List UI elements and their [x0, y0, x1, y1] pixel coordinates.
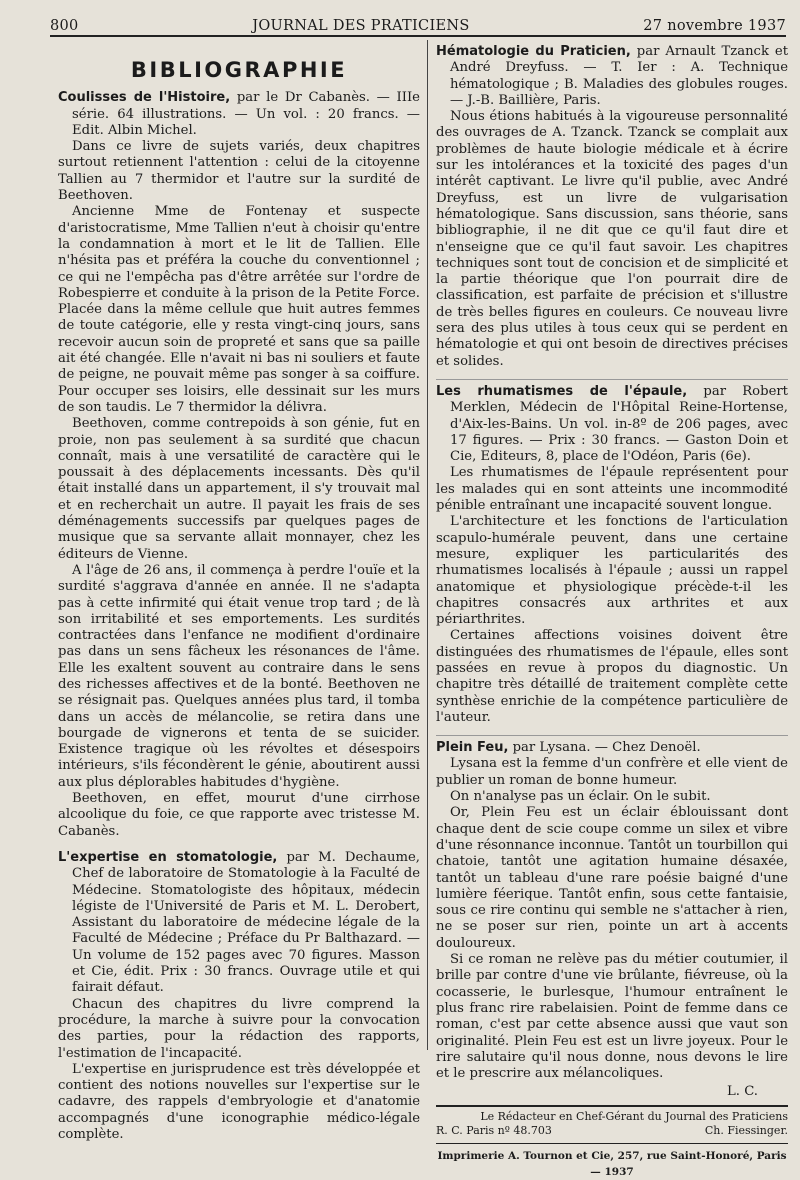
entry-title: L'expertise en stomatologie,: [58, 849, 278, 865]
journal-title: JOURNAL DES PRATICIENS: [252, 18, 470, 34]
page-number: 800: [50, 18, 79, 34]
entry-details: par Robert Merklen, Médecin de l'Hôpital Reine-Hortense, d'Aix-les-Bains. Un vol. in-8º de 206 pages, avec 17 figures. — Prix : 30 francs. — Gaston Doin et Cie, Editeurs, 8, place de l'Odéon, Paris (6e).: [450, 383, 788, 465]
paragraph: On n'analyse pas un éclair. On le subit.: [450, 789, 711, 805]
column-divider: [427, 40, 428, 1050]
left-column: [58, 44, 420, 1143]
editor-credit: Le Rédacteur en Chef-Gérant du Journal des Praticiens: [480, 1109, 788, 1123]
paragraph: A l'âge de 26 ans, il commença à perdre l'ouïe et la surdité s'aggrava d'année en année. Il ne s'adapta pas à cette infirmité qui était venue trop tard ; de là son irritabilité et ses emportements. Les surdités contractées dans l'enfance ne modifient d'ordinaire pas dans un sens fâcheux les résonances de l'âme. Elle les exaltent souvent au contraire dans le sens des richesses affectives et de la bonté. Beethoven ne se résignait pas. Quelques années plus tard, il tomba dans un accès de mélancolie, se retira dans une bourgade de vignerons et tenta de se suicider. Existence tragique où les révoltes et désespoirs intérieurs, s'ils fécondèrent le génie, aboutirent aussi aux plus déplorables habitudes d'hygiène.: [58, 562, 420, 790]
paragraph: Chacun des chapitres du livre comprend la procédure, la marche à suivre pour la convocation des parties, pour la rédaction des rapports, l'estimation de l'incapacité.: [58, 996, 420, 1061]
paragraph: Les rhumatismes de l'épaule représentent pour les malades qui en sont atteints une incommodité pénible entraînant une incapacité souvent longue.: [436, 465, 788, 514]
paragraph: Ancienne Mme de Fontenay et suspecte d'aristocratisme, Mme Tallien n'eut à choisir qu'entre la condamnation à mort et le lit de Tallien. Elle n'hésita pas et préféra la couche du conventionnel ; ce qui ne l'empêcha pas d'être arrêtée sur l'ordre de Robespierre et conduite à la prison de la Petite Force. Placée dans la même cellule que huit autres femmes de toute catégorie, elle y resta vingt-cinq jours, sans recevoir aucun soin de propreté et sans que sa paille ait été changée. Elle n'avait ni bas ni souliers et faute de peigne, ne pouvait même pas songer à sa coiffure. Pour occuper ses loisirs, elle dessinait sur les murs de son taudis. Le 7 thermidor la délivra.: [58, 204, 420, 415]
entry-title: Hématologie du Praticien,: [436, 44, 631, 59]
review-entry-stomatologie: [58, 850, 420, 997]
entry-details: par Lysana. — Chez Denoël.: [512, 740, 701, 756]
footer-rule: [436, 1105, 788, 1107]
paragraph: Certaines affections voisines doivent être distinguées des rhumatismes de l'épaule, elles sont passées en revue à propos du diagnostic. Un chapitre très détaillé de traitement complète cette synthèse enrichie de la compétence particulière de l'auteur.: [436, 628, 788, 725]
entry-title: Les rhumatismes de l'épaule,: [436, 383, 688, 399]
section-title: BIBLIOGRAPHIE: [130, 58, 348, 82]
entry-details: par M. Dechaume, Chef de laboratoire de Stomatologie à la Faculté de Médecine. Stomatologiste des hôpitaux, médecin légiste de l'Université de Paris et M. L. Derobert, Assistant du laboratoire de médecine légale de la Faculté de Médecine ; Préface du Pr Balthazard. — Un volume de 152 pages avec 70 figures. Masson et Cie, édit. Prix : 30 francs. Ouvrage utile et qui fairait défaut.: [72, 849, 420, 996]
entry-title: Plein Feu,: [436, 740, 509, 756]
review-signature: L. C.: [727, 1084, 758, 1100]
entry-title: Coulisses de l'Histoire,: [58, 90, 231, 106]
review-entry-coulisses: [58, 90, 420, 139]
paragraph: Beethoven, comme contrepoids à son génie, fut en proie, non pas seulement à sa surdité que chacun connaît, mais à une versatilité de caractère qui le poussait à des déplacements incessants. Dès qu'il était installé dans un appartement, il s'y trouvait mal et en recherchait un autre. Il payait les frais de ses déménagements successifs par quelques pages de musique que sa servante allait monnayer, chez les éditeurs de Vienne.: [58, 416, 420, 562]
paragraph: Dans ce livre de sujets variés, deux chapitres surtout retiennent l'attention : celui de la citoyenne Tallien au 7 thermidor et l'autre sur la surdité de Beethoven.: [58, 139, 420, 204]
entry-separator: [436, 735, 788, 736]
review-entry-hematologie: [436, 44, 788, 109]
registration-number: R. C. Paris nº 48.703: [436, 1123, 552, 1137]
entry-separator: [436, 379, 788, 380]
paragraph: Beethoven, en effet, mourut d'une cirrhose alcoolique du foie, ce que rapporte avec tristesse M. Cabanès.: [58, 791, 420, 839]
editor-row: [436, 1124, 788, 1138]
printer-rule: [436, 1143, 788, 1144]
issue-date: 27 novembre 1937: [643, 18, 786, 34]
entry-details: par le Dr Cabanès. — IIIe série. 64 illustrations. — Un vol. : 20 francs. — Edit. Albin Michel.: [72, 90, 420, 138]
paragraph: L'architecture et les fonctions de l'articulation scapulo-humérale peuvent, dans une certaine mesure, expliquer les particularités des rhumatismes localisés à l'épaule ; aussi un rappel anatomique et physiologique précède-t-il les chapitres consacrés aux arthrites et aux périarthrites.: [436, 514, 788, 628]
page-header: [50, 12, 786, 34]
editor-name: Ch. Fiessinger.: [704, 1123, 788, 1137]
review-entry-rhumatismes: [436, 384, 788, 465]
entry-details: par Arnault Tzanck et André Dreyfuss. — T. Ier : A. Technique hématologique ; B. Maladies des globules rouges. — J.-B. Baillière, Paris.: [450, 44, 788, 108]
right-column: [436, 44, 788, 1180]
paragraph: Nous étions habitués à la vigoureuse personnalité des ouvrages de A. Tzanck. Tzanck se complait aux problèmes de haute biologie médicale et à écrire sur les intolérances et la toxicité des pages d'un intérêt captivant. Le livre qu'il publie, avec André Dreyfuss, est un livre de vulgarisation hématologique. Sans discussion, sans théorie, sans bibliographie, il ne dit que ce qu'il faut dire et n'enseigne que ce qu'il faut savoir. Les chapitres techniques sont tout de concision et de simplicité et la partie théorique que l'on pourrait dire de classification, est parfaite de précision et s'illustre de très belles figures en couleurs. Ce nouveau livre sera des plus utiles à tous ceux qui se perdent en hématologie et qui ont besoin de directives précises et solides.: [436, 109, 788, 369]
printer-line: Imprimerie A. Tournon et Cie, 257, rue Saint-Honoré, Paris — 1937: [437, 1149, 787, 1178]
paragraph: Lysana est la femme d'un confrère et elle vient de publier un roman de bonne humeur.: [436, 756, 788, 788]
header-rule: [50, 35, 786, 37]
paragraph: L'expertise en jurisprudence est très développée et contient des notions nouvelles sur l'expertise sur le cadavre, des rappels d'embryologie et d'anatomie accompagnés d'une iconographie médico-légale complète.: [58, 1061, 420, 1142]
paragraph: Or, Plein Feu est un éclair éblouissant dont chaque dent de scie coupe comme un silex et vibre d'une résonnance inconnue. Tantôt un tourbillon qui chatoie, tantôt une agitation humaine désaxée, tantôt un tableau d'une rare poésie baigné d'une lumière féerique. Tantôt enfin, sous cette fantaisie, sous ce rire continu qui semble ne s'attacher à rien, ne se poser sur rien, pointe un art à accents douloureux.: [436, 805, 788, 951]
review-entry-plein-feu: [436, 740, 788, 756]
paragraph: Si ce roman ne relève pas du métier coutumier, il brille par contre d'une vie brûlante, fiévreuse, où la cocasserie, le burlesque, l'humour entraînent le plus franc rire rabelaisien. Point de femme dans ce roman, c'est par cette absence aussi que vaut son originalité. Plein Feu est est un livre joyeux. Pour le rire salutaire qu'il nous donne, nous devons le lire et le prescrire aux mélancoliques.: [436, 952, 788, 1082]
